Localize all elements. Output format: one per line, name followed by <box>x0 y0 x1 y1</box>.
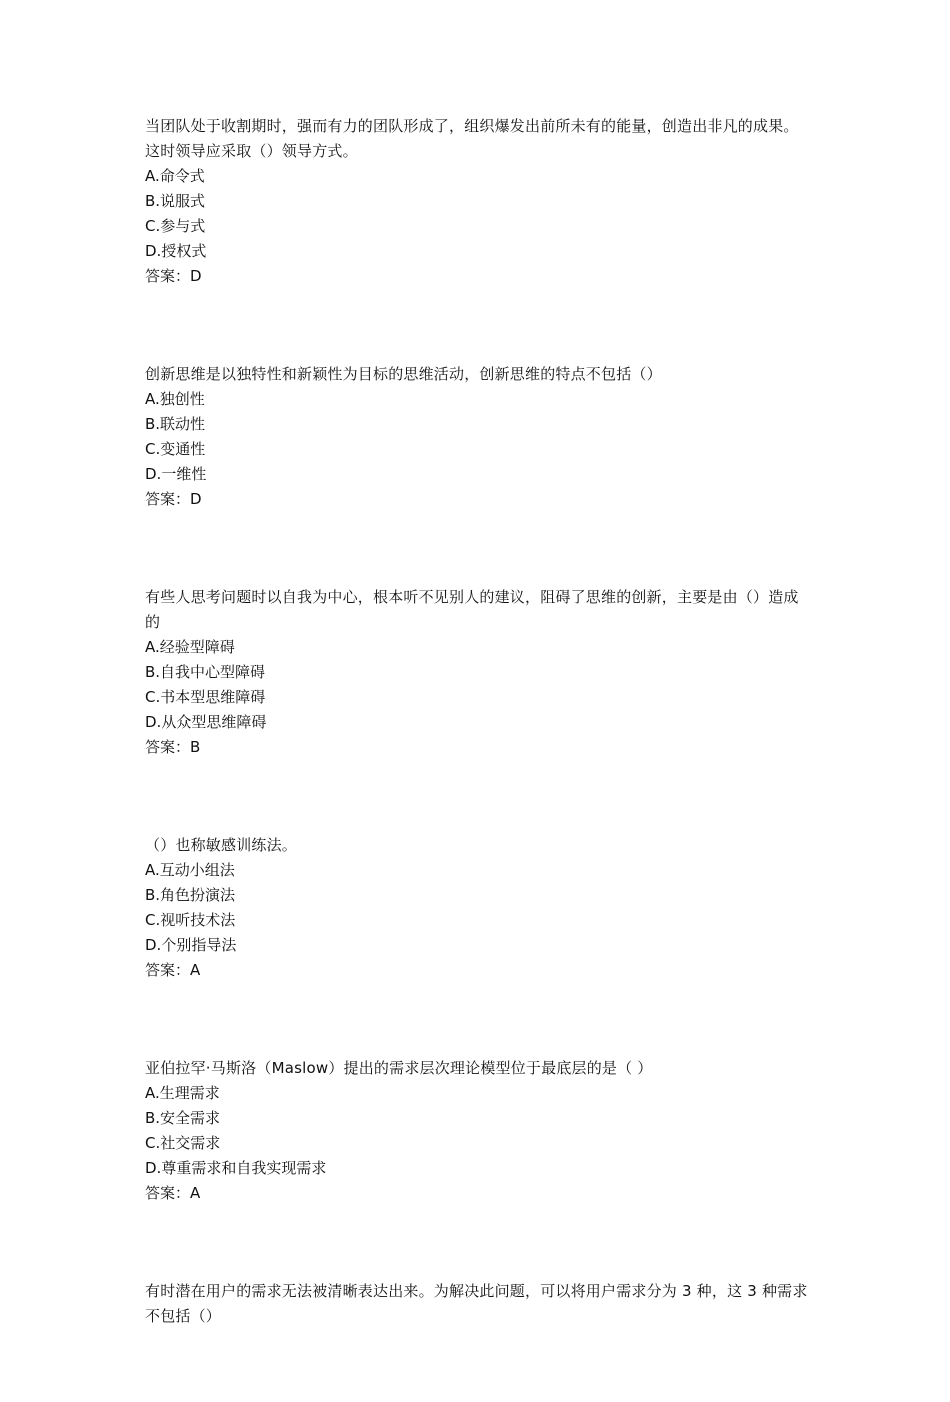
answer: 答案：B <box>145 738 201 756</box>
question-text: （）也称敏感训练法。 <box>145 836 298 854</box>
option-a: A.经验型障碍 <box>145 638 235 656</box>
question-text: 有些人思考问题时以自我为中心，根本听不见别人的建议，阻碍了思维的创新，主要是由（）造成的 <box>145 588 799 631</box>
question-block-4 <box>145 833 810 983</box>
question-list <box>145 114 810 1402</box>
option-c: C.参与式 <box>145 217 206 235</box>
option-d: D.尊重需求和自我实现需求 <box>145 1159 327 1177</box>
option-b: B.说服式 <box>145 192 206 210</box>
option-d: D.一维性 <box>145 465 207 483</box>
option-d: D.个别指导法 <box>145 936 237 954</box>
question-block-6 <box>145 1279 810 1329</box>
answer: 答案：A <box>145 1184 201 1202</box>
question-text: 有时潜在用户的需求无法被清晰表达出来。为解决此问题，可以将用户需求分为 3 种，这 3 种需求不包括（） <box>145 1282 808 1325</box>
question-block-1 <box>145 114 810 289</box>
answer: 答案：D <box>145 490 202 508</box>
option-d: D.从众型思维障碍 <box>145 713 267 731</box>
option-b: B.联动性 <box>145 415 206 433</box>
question-text: 当团队处于收割期时，强而有力的团队形成了，组织爆发出前所未有的能量，创造出非凡的成果。这时领导应采取（）领导方式。 <box>145 117 799 160</box>
question-block-5 <box>145 1056 810 1206</box>
option-c: C.变通性 <box>145 440 206 458</box>
option-d: D.授权式 <box>145 242 207 260</box>
question-block-2 <box>145 362 810 512</box>
option-b: B.安全需求 <box>145 1109 221 1127</box>
option-c: C.社交需求 <box>145 1134 221 1152</box>
question-text: 创新思维是以独特性和新颖性为目标的思维活动，创新思维的特点不包括（） <box>145 365 662 383</box>
option-a: A.互动小组法 <box>145 861 235 879</box>
option-a: A.生理需求 <box>145 1084 220 1102</box>
option-b: B.自我中心型障碍 <box>145 663 266 681</box>
option-c: C.视听技术法 <box>145 911 236 929</box>
option-a: A.独创性 <box>145 390 205 408</box>
option-b: B.角色扮演法 <box>145 886 236 904</box>
option-a: A.命令式 <box>145 167 205 185</box>
option-c: C.书本型思维障碍 <box>145 688 266 706</box>
answer: 答案：A <box>145 961 201 979</box>
question-block-3 <box>145 585 810 760</box>
answer: 答案：D <box>145 267 202 285</box>
question-text: 亚伯拉罕·马斯洛（Maslow）提出的需求层次理论模型位于最底层的是（ ） <box>145 1059 653 1077</box>
